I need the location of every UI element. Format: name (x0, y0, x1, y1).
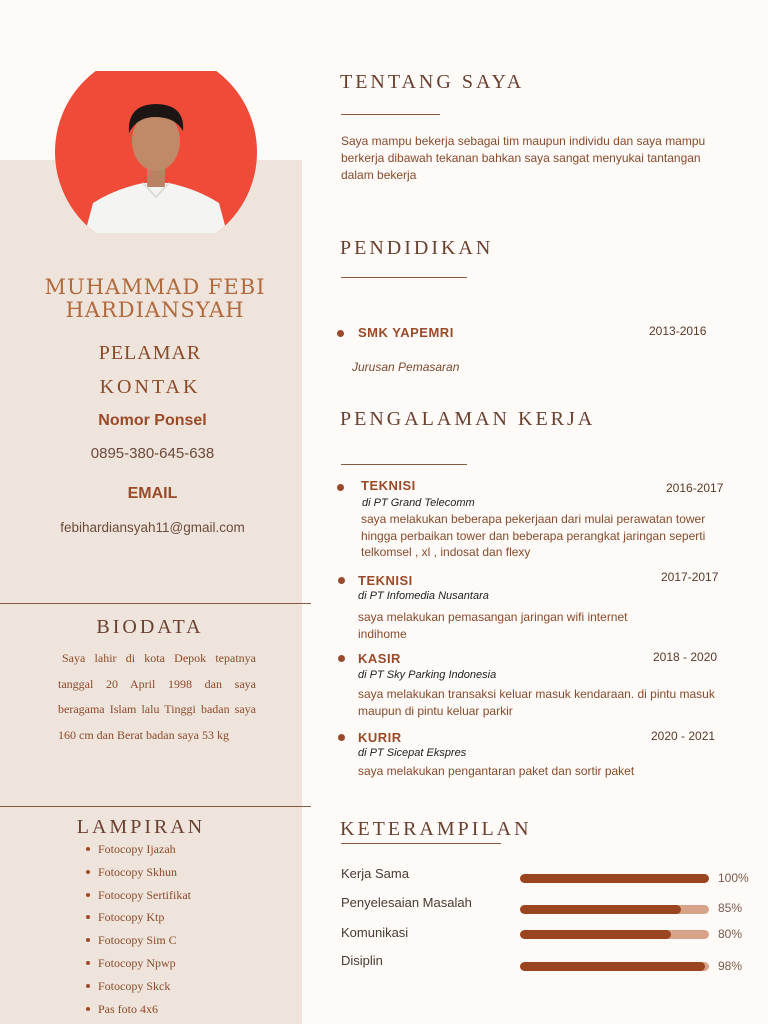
skill-bar-fill (520, 962, 705, 971)
skill-percent: 100% (718, 871, 749, 885)
list-item: Fotocopy Sim C (80, 929, 191, 952)
job-title: TEKNISI (361, 478, 416, 493)
skill-name: Kerja Sama (341, 866, 409, 881)
job-title: KASIR (358, 651, 401, 666)
school-name: SMK YAPEMRI (358, 325, 454, 340)
about-text: Saya mampu bekerja sebagai tim maupun individu dan saya mampu berkerja dibawah tekanan bahkan saya sangat menyukai tantangan dalam bekerja (341, 134, 706, 182)
skill-percent: 98% (718, 959, 743, 973)
job-description: saya melakukan pemasangan jaringan wifi internet indihome (358, 610, 628, 641)
biodata-text: Saya lahir di kota Depok tepatnya tanggal 20 April 1998 dan saya beragama Islam lalu Tinggi badan saya 160 cm dan Berat badan saya 53 kg (58, 651, 256, 742)
job-title: TEKNISI (358, 573, 413, 588)
skill-bar (520, 874, 709, 883)
list-item: Pas foto 4x6 (80, 998, 191, 1021)
divider (341, 464, 467, 465)
divider (0, 806, 311, 807)
divider (341, 114, 440, 115)
list-item: Fotocopy Sertifikat (80, 884, 191, 907)
bullet-icon (338, 577, 345, 584)
divider (0, 603, 311, 604)
lampiran-list (80, 838, 191, 1020)
skill-percent: 80% (718, 927, 743, 941)
job-company: di PT Infomedia Nusantara (358, 590, 489, 602)
phone-label: Nomor Ponsel (98, 412, 207, 429)
job-description: saya melakukan pengantaran paket dan sortir paket (358, 764, 635, 778)
contact-heading: KONTAK (99, 376, 201, 398)
list-item: Fotocopy Ijazah (80, 838, 191, 861)
skills-heading: KETERAMPILAN (340, 818, 532, 840)
list-item: Fotocopy Ktp (80, 906, 191, 929)
name-line-2: HARDIANSYAH (65, 298, 245, 322)
profile-photo (55, 71, 257, 233)
name-line-1: MUHAMMAD FEBI (44, 275, 266, 299)
bullet-icon (337, 330, 344, 337)
about-heading: TENTANG SAYA (340, 71, 525, 93)
bullet-icon (337, 484, 344, 491)
applicant-role: PELAMAR (98, 342, 202, 364)
job-company: di PT Sky Parking Indonesia (358, 669, 497, 681)
education-major: Jurusan Pemasaran (352, 360, 460, 374)
divider (341, 843, 501, 844)
skill-name: Penyelesaian Masalah (341, 895, 472, 910)
education-years: 2013-2016 (649, 324, 707, 338)
skill-bar-fill (520, 905, 681, 914)
job-years: 2020 - 2021 (651, 729, 716, 743)
job-description: saya melakukan transaksi keluar masuk kendaraan. di pintu masuk maupun di pintu keluar parkir (358, 687, 715, 718)
education-heading: PENDIDIKAN (340, 237, 494, 259)
job-years: 2016-2017 (666, 481, 724, 495)
skill-bar (520, 930, 709, 939)
skill-percent: 85% (718, 901, 743, 915)
skill-bar-fill (520, 930, 671, 939)
list-item: Fotocopy Npwp (80, 952, 191, 975)
skill-bar (520, 905, 709, 914)
list-item: Fotocopy Skck (80, 975, 191, 998)
job-years: 2018 - 2020 (653, 650, 718, 664)
list-item: Fotocopy Skhun (80, 861, 191, 884)
job-company: di PT Sicepat Ekspres (358, 747, 467, 759)
skill-bar (520, 962, 709, 971)
job-title: KURIR (358, 730, 402, 745)
bullet-icon (338, 734, 345, 741)
bullet-icon (338, 655, 345, 662)
job-years: 2017-2017 (661, 570, 719, 584)
skill-bar-fill (520, 874, 709, 883)
email-value: febihardiansyah11@gmail.com (60, 520, 245, 535)
lampiran-heading: LAMPIRAN (76, 816, 206, 838)
phone-value: 0895-380-645-638 (90, 445, 215, 462)
job-company: di PT Grand Telecomm (362, 497, 475, 509)
applicant-name (0, 276, 310, 322)
skill-name: Komunikasi (341, 925, 409, 940)
biodata-heading: BIODATA (96, 616, 204, 638)
skill-name: Disiplin (341, 953, 383, 968)
job-description: saya melakukan beberapa pekerjaan dari mulai perawatan tower hingga perbaikan tower dan beberapa perangkat jaringan seperti telkomsel , xl , indosat dan flexy (361, 512, 706, 559)
email-label: EMAIL (127, 485, 178, 502)
experience-heading: PENGALAMAN KERJA (340, 408, 596, 430)
divider (341, 277, 467, 278)
